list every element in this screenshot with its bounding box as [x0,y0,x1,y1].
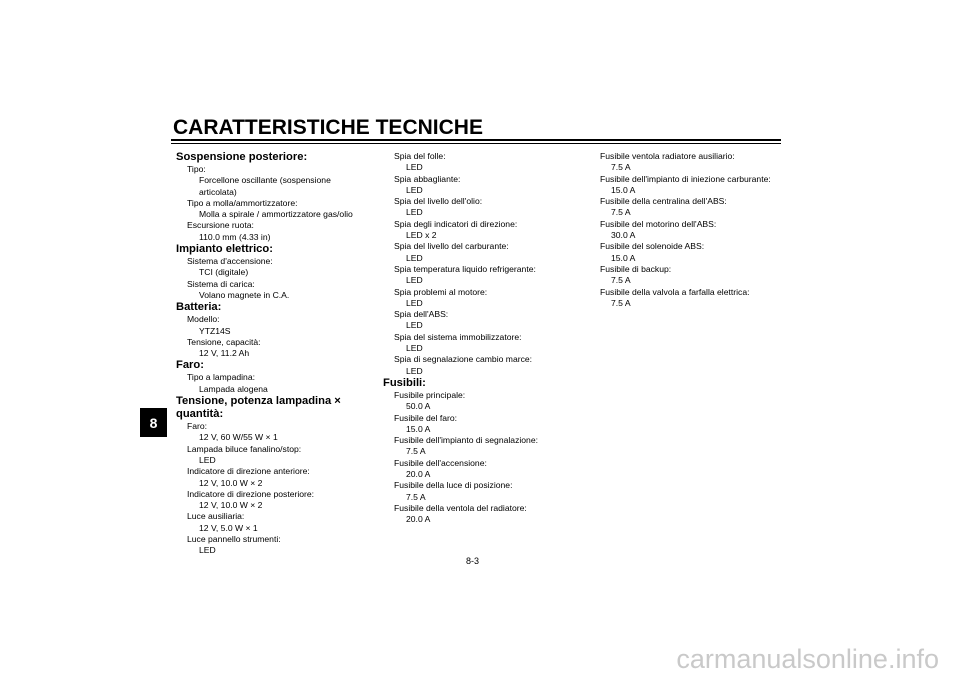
spec-value: YTZ14S [199,325,231,336]
spec-value: 12 V, 11.2 Ah [199,348,250,359]
spec-label: Fusibile della valvola a farfalla elettrica: [600,286,750,297]
spec-value: LED [406,275,423,286]
spec-value: LED [406,252,423,263]
spec-value: 7.5 A [611,207,631,218]
spec-label: Escursione ruota: [187,220,254,231]
spec-value: 15.0 A [406,423,431,434]
spec-value: LED x 2 [406,230,437,241]
page-number: 8-3 [466,556,480,566]
spec-label: Indicatore di direzione anteriore: [187,466,310,477]
spec-value: 15.0 A [611,184,636,195]
spec-label: Spia di segnalazione cambio marce: [394,354,533,365]
chapter-tab: 8 [140,408,167,437]
spec-value: LED [406,343,423,354]
spec-label: Fusibile dell'impianto di iniezione carburante: [600,173,771,184]
spec-label: Lampada biluce fanalino/stop: [187,443,302,454]
spec-value: 7.5 A [611,162,631,173]
spec-value: TCI (digitale) [199,267,249,278]
spec-label: Spia del sistema immobilizzatore: [394,331,522,342]
spec-value: 30.0 A [611,230,636,241]
spec-value: 50.0 A [406,401,431,412]
spec-value: 110.0 mm (4.33 in) [199,231,271,242]
spec-value: LED [406,320,423,331]
spec-value: LED [406,162,423,173]
spec-value: 7.5 A [611,275,631,286]
spec-value: 20.0 A [406,514,431,525]
spec-label: Fusibile della luce di posizione: [394,480,513,491]
spec-value: 12 V, 60 W/55 W × 1 [199,432,278,443]
spec-value: LED [199,545,216,556]
spec-value: LED [406,184,423,195]
spec-value: LED [406,365,423,376]
spec-value: 20.0 A [406,469,431,480]
spec-label: Spia problemi al motore: [394,286,488,297]
watermark[interactable]: carmanualsonline.info [676,644,939,674]
spec-value: Forcellone oscillante (sospensione articolata) [199,175,331,197]
spec-label: Spia del folle: [394,151,446,161]
spec-value: 12 V, 5.0 W × 1 [199,522,258,533]
spec-value: 15.0 A [611,252,636,263]
spec-label: Modello: [187,314,220,325]
spec-label: Tipo a lampadina: [187,372,255,383]
spec-label: Fusibile dell'impianto di segnalazione: [394,435,538,446]
spec-label: Faro: [187,421,208,432]
spec-label: Fusibile del solenoide ABS: [600,241,705,252]
section-heading-suspension: Sospensione posteriore: [176,151,308,163]
spec-label: Luce pannello strumenti: [187,534,281,545]
spec-value: Lampada alogena [199,383,268,394]
spec-label: Tipo: [187,164,206,174]
title-rule-thin [171,143,781,144]
spec-label: Fusibile principale: [394,389,466,400]
spec-value: LED [406,297,423,308]
section-heading-bulbs: Tensione, potenza lampadina × quantità: [176,395,341,421]
spec-label: Fusibile ventola radiatore ausiliario: [600,151,735,161]
spec-label: Fusibile del faro: [394,412,458,423]
spec-label: Fusibile dell'accensione: [394,457,487,468]
spec-value: LED [406,207,423,218]
spec-value: 7.5 A [406,491,426,502]
section-heading-electrical: Impianto elettrico: [176,243,273,256]
spec-value: LED [199,454,216,465]
spec-label: Spia abbagliante: [394,173,461,184]
spec-label: Fusibile della ventola del radiatore: [394,502,527,513]
column-2 [383,151,588,526]
spec-label: Indicatore di direzione posteriore: [187,488,315,499]
spec-value: 12 V, 10.0 W × 2 [199,500,263,511]
spec-label: Spia degli indicatori di direzione: [394,218,518,229]
spec-label: Spia temperatura liquido refrigerante: [394,263,536,274]
spec-label: Tipo a molla/ammortizzatore: [187,197,298,208]
spec-label: Spia del livello dell'olio: [394,196,483,207]
spec-label: Fusibile della centralina dell'ABS: [600,196,727,207]
column-3 [600,151,805,309]
spec-label: Spia dell'ABS: [394,309,449,320]
spec-label: Sistema d'accensione: [187,256,273,267]
page-title: CARATTERISTICHE TECNICHE [173,116,483,139]
spec-label: Sistema di carica: [187,278,255,289]
spec-value: 12 V, 10.0 W × 2 [199,477,263,488]
spec-label: Spia del livello del carburante: [394,241,509,252]
spec-value: Molla a spirale / ammortizzatore gas/olio [199,209,353,220]
section-heading-headlight: Faro: [176,359,204,372]
spec-label: Tensione, capacità: [187,336,261,347]
section-heading-battery: Batteria: [176,301,222,314]
spec-label: Luce ausiliaria: [187,511,245,522]
spec-value: Volano magnete in C.A. [199,289,290,300]
spec-label: Fusibile di backup: [600,263,672,274]
spec-value: 7.5 A [406,446,426,457]
spec-value: 7.5 A [611,297,631,308]
column-1 [176,151,381,557]
spec-label: Fusibile del motorino dell'ABS: [600,218,717,229]
section-heading-fuses: Fusibili: [383,376,426,389]
title-rule-thick [171,139,781,141]
